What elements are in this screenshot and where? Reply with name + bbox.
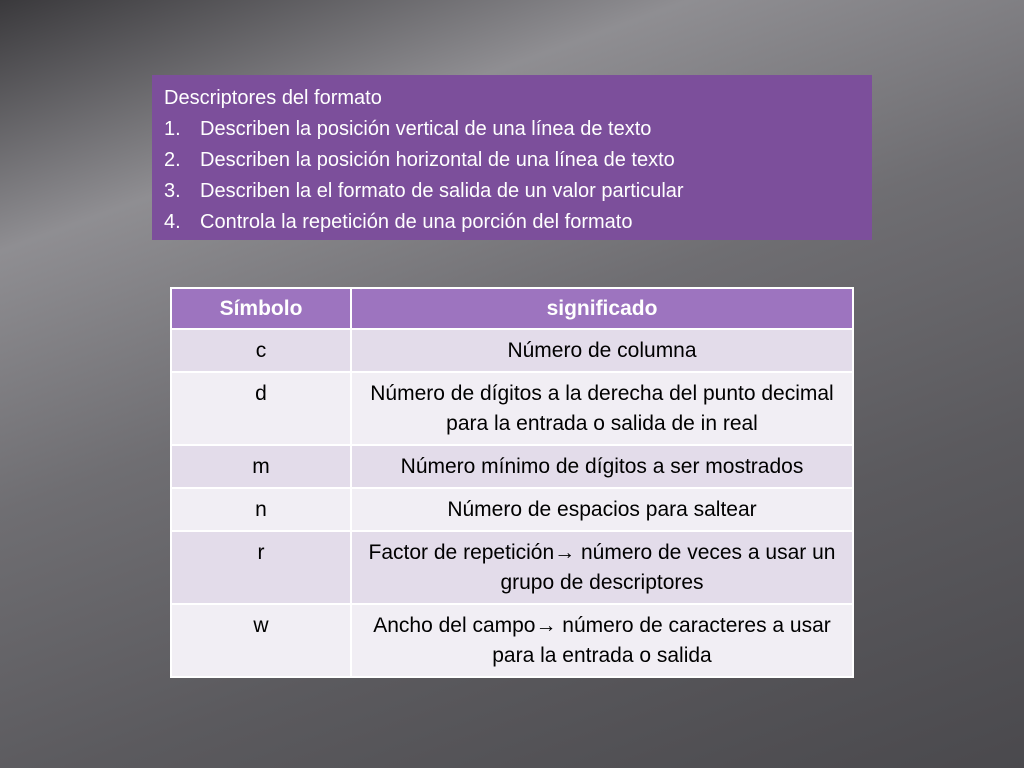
list-item (164, 176, 860, 207)
cell-meaning: Factor de repetición→ número de veces a usar un grupo de descriptores (351, 531, 853, 604)
table-row (171, 488, 853, 531)
list-item-number: 2. (164, 149, 181, 171)
cell-meaning: Ancho del campo→ número de caracteres a usar para la entrada o salida (351, 604, 853, 677)
list-item-text: Controla la repetición de una porción del formato (200, 211, 633, 233)
table-row (171, 329, 853, 372)
descriptors-box (152, 75, 872, 240)
list-item (164, 145, 860, 176)
list-item-number: 3. (164, 180, 181, 202)
cell-symbol: c (171, 329, 351, 372)
list-item-text: Describen la el formato de salida de un valor particular (200, 180, 684, 202)
table-row (171, 445, 853, 488)
list-item-number: 1. (164, 118, 181, 140)
cell-meaning: Número de espacios para saltear (351, 488, 853, 531)
cell-meaning: Número de dígitos a la derecha del punto decimal para la entrada o salida de in real (351, 372, 853, 445)
table-header-row (171, 288, 853, 329)
table-row (171, 372, 853, 445)
cell-meaning: Número de columna (351, 329, 853, 372)
list-item-number: 4. (164, 211, 181, 233)
cell-symbol: m (171, 445, 351, 488)
cell-meaning: Número mínimo de dígitos a ser mostrados (351, 445, 853, 488)
cell-symbol: d (171, 372, 351, 445)
table-row (171, 604, 853, 677)
table-row (171, 531, 853, 604)
descriptors-list (164, 114, 860, 238)
list-item (164, 114, 860, 145)
symbols-table (170, 287, 854, 678)
box-heading: Descriptores del formato (164, 87, 382, 109)
header-symbol: Símbolo (171, 288, 351, 329)
list-item-text: Describen la posición horizontal de una línea de texto (200, 149, 675, 171)
list-item (164, 207, 860, 238)
cell-symbol: n (171, 488, 351, 531)
header-meaning: significado (351, 288, 853, 329)
cell-symbol: r (171, 531, 351, 604)
cell-symbol: w (171, 604, 351, 677)
list-item-text: Describen la posición vertical de una línea de texto (200, 118, 652, 140)
